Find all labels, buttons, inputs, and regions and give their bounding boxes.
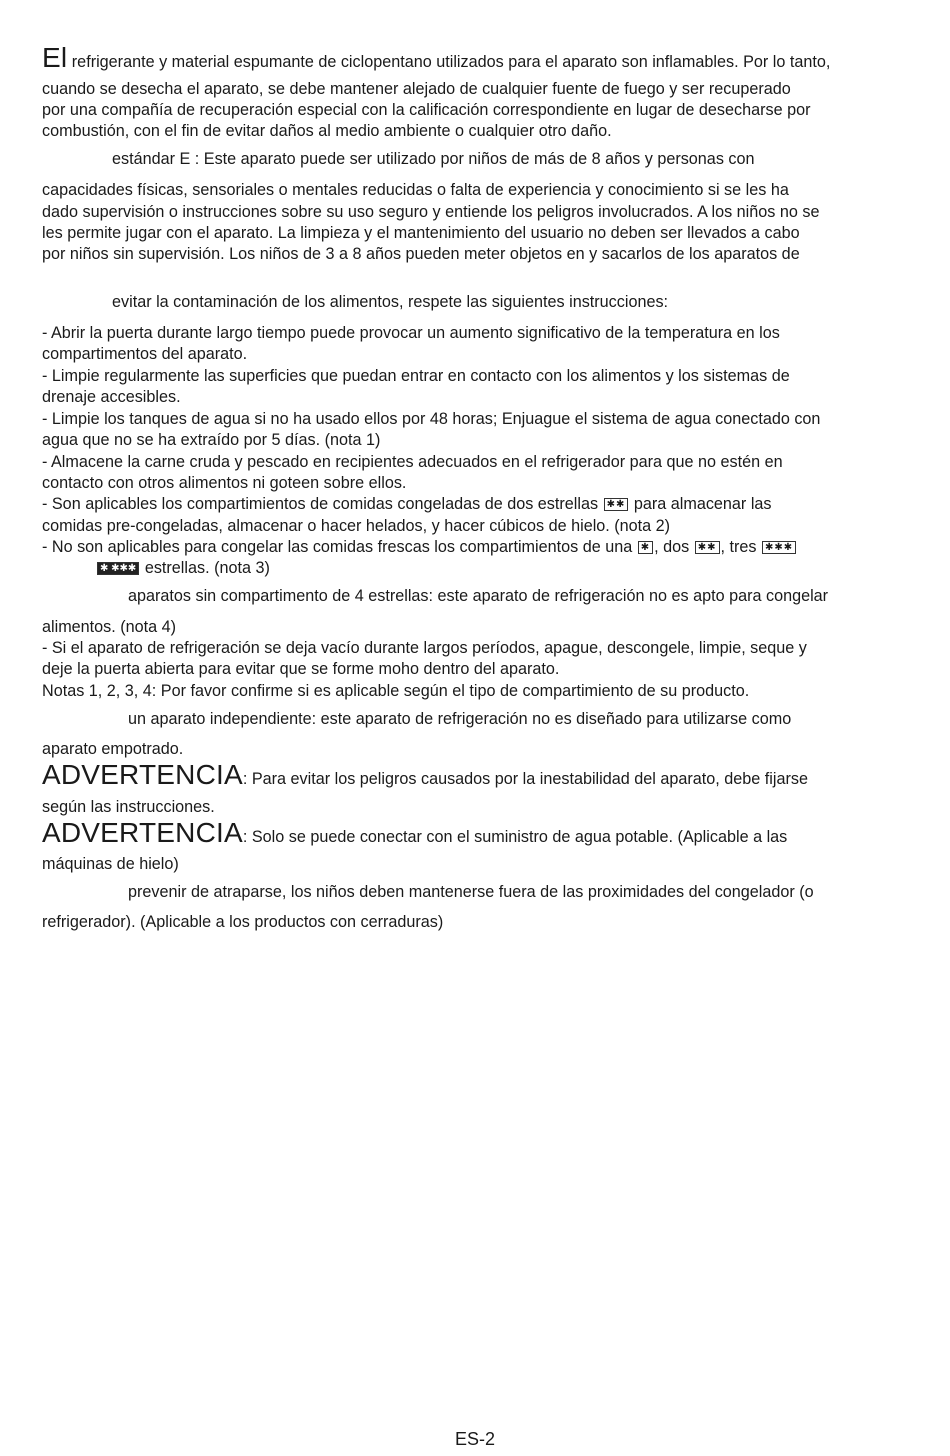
list-item <box>42 494 772 514</box>
paragraph-line: un aparato independiente: este aparato de refrigeración no es diseñado para utilizarse como <box>128 710 792 728</box>
paragraph-line: prevenir de atraparse, los niños deben mantenerse fuera de las proximidades del congelador (o <box>128 883 814 901</box>
warning-line: según las instrucciones. <box>42 798 215 816</box>
two-star-icon: ✱✱ <box>695 541 720 554</box>
paragraph-line: refrigerador). (Aplicable a los productos con cerraduras) <box>42 913 444 931</box>
warning-heading: ADVERTENCIA <box>42 817 243 848</box>
paragraph-line: dado supervisión o instrucciones sobre su uso seguro y entiende los peligros involucrados. A los niños no se <box>42 203 820 221</box>
paragraph-line: aparatos sin compartimento de 4 estrellas: este aparato de refrigeración no es apto para congelar <box>128 587 829 605</box>
list-item: - Almacene la carne cruda y pescado en recipientes adecuados en el refrigerador para que no estén en <box>42 453 783 471</box>
list-item-cont: deje la puerta abierta para evitar que se forme moho dentro del aparato. <box>42 660 560 678</box>
two-star-icon: ✱✱ <box>604 498 629 511</box>
paragraph-line: evitar la contaminación de los alimentos, respete las siguientes instrucciones: <box>112 293 669 311</box>
list-item-cont <box>96 558 270 578</box>
text: , dos <box>654 538 690 556</box>
text: , tres <box>720 538 757 556</box>
text: : Para evitar los peligros causados por la inestabilidad del aparato, debe fijarse <box>242 770 808 788</box>
three-star-icon: ✱✱✱ <box>762 541 796 554</box>
list-item-cont: contacto con otros alimentos ni goteen sobre ellos. <box>42 474 407 492</box>
paragraph-line: estándar E : Este aparato puede ser utilizado por niños de más de 8 años y personas con <box>112 150 755 168</box>
list-item-cont: drenaje accesibles. <box>42 388 181 406</box>
list-item <box>42 537 797 557</box>
warning-line <box>42 819 787 847</box>
paragraph-line <box>42 44 830 72</box>
warning-line: máquinas de hielo) <box>42 855 179 873</box>
text: - No son aplicables para congelar las comidas frescas los compartimientos de una <box>42 538 633 556</box>
list-item: - Abrir la puerta durante largo tiempo puede provocar un aumento significativo de la temperatura en los <box>42 324 780 342</box>
text: para almacenar las <box>633 495 772 513</box>
list-item-cont: agua que no se ha extraído por 5 días. (nota 1) <box>42 431 381 449</box>
notes-line: Notas 1, 2, 3, 4: Por favor confirme si es aplicable según el tipo de compartimiento de su producto. <box>42 682 750 700</box>
text: : Solo se puede conectar con el suministro de agua potable. (Aplicable a las <box>242 828 788 846</box>
list-item: - Limpie regularmente las superficies que puedan entrar en contacto con los alimentos y los sistemas de <box>42 367 790 385</box>
warning-heading: ADVERTENCIA <box>42 759 243 790</box>
one-star-icon: ✱ <box>638 541 653 554</box>
paragraph-line: capacidades físicas, sensoriales o mentales reducidas o falta de experiencia y conocimiento si se les ha <box>42 181 789 199</box>
list-item: - Si el aparato de refrigeración se deja vacío durante largos períodos, apague, descongele, limpie, seque y <box>42 639 807 657</box>
page-number: ES-2 <box>454 1429 496 1449</box>
paragraph-line: por una compañía de recuperación especial con la calificación correspondiente en lugar de desecharse por <box>42 101 811 119</box>
list-item-cont: comidas pre-congeladas, almacenar o hacer helados, y hacer cúbicos de hielo. (nota 2) <box>42 517 671 535</box>
warning-line <box>42 761 808 789</box>
paragraph-line: por niños sin supervisión. Los niños de 3 a 8 años pueden meter objetos en y sacarlos de los aparatos de <box>42 245 800 263</box>
paragraph-line: aparato empotrado. <box>42 740 184 758</box>
four-star-icon: ✱ ✱✱✱ <box>97 562 139 575</box>
paragraph-line: alimentos. (nota 4) <box>42 618 177 636</box>
text: - Son aplicables los compartimientos de comidas congeladas de dos estrellas <box>42 495 599 513</box>
paragraph-line: les permite jugar con el aparato. La limpieza y el mantenimiento del usuario no deben ser llevados a cabo <box>42 224 800 242</box>
drop-cap: El <box>42 42 68 73</box>
text: estrellas. (nota 3) <box>144 559 270 577</box>
paragraph-line: cuando se desecha el aparato, se debe mantener alejado de cualquier fuente de fuego y ser recuperado <box>42 80 791 98</box>
list-item: - Limpie los tanques de agua si no ha usado ellos por 48 horas; Enjuague el sistema de agua conectado con <box>42 410 821 428</box>
paragraph-line: combustión, con el fin de evitar daños al medio ambiente o cualquier otro daño. <box>42 122 612 140</box>
list-item-cont: compartimentos del aparato. <box>42 345 248 363</box>
text: refrigerante y material espumante de ciclopentano utilizados para el aparato son inflamables. Por lo tanto, <box>71 53 831 71</box>
